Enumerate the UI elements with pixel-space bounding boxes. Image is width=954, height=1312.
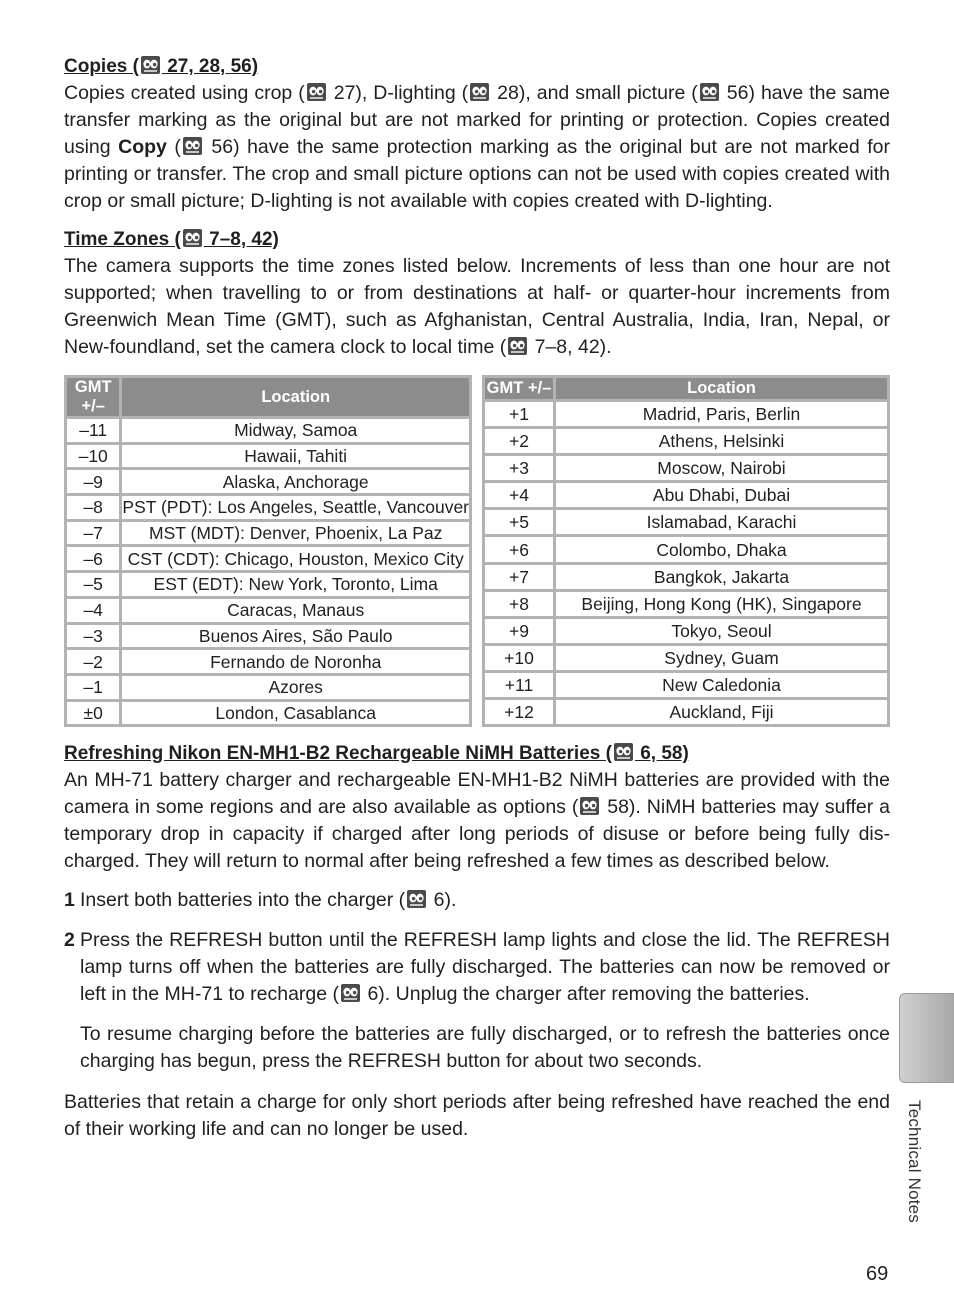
copies-heading-text: Copies ( <box>64 56 139 77</box>
gmt-offset-cell: +7 <box>485 565 553 589</box>
gmt-offset-cell: +5 <box>485 510 553 534</box>
copies-paragraph: Copies created using crop ( 27), D-lighting ( 28), and small picture ( 56) have the same transfer marking as the original but are not marked for printing or protection. Copies created using Copy ( 56) have the same protection marking as the original but are not marked for printing or transfer. The crop and small picture options can not be used with copies created with crop or small picture; D-lighting is not available with copies created with D-lighting. <box>64 82 890 212</box>
table-header-row <box>67 378 469 416</box>
table-row <box>67 547 469 570</box>
step-number: 2 <box>64 929 75 952</box>
time-zones-paragraph: The camera supports the time zones listed below. Increments of less than one hour are not supported; when travelling to or from destinations at half- or quarter-hour increments from Greenwich Mean Time (GMT), such as Afghanistan, Central Australia, India, Iran, Nepal, or New-foundland, set the camera clock to local time ( 7–8, 42). <box>64 255 890 358</box>
step-1 <box>64 887 890 914</box>
step-body <box>80 887 890 914</box>
step-paragraph: Press the REFRESH button until the REFRESH lamp lights and close the lid. The REFRESH lamp turns off when the batteries are fully discharged. The batteries can now be removed or left in the MH-71 to recharge ( 6). Unplug the charger after removing the batteries. <box>80 929 890 1006</box>
reference-page-icon <box>580 797 599 815</box>
closing-paragraph: Batteries that retain a charge for only short periods after being refreshed have reached the end of their working life and can no longer be used. <box>64 1091 890 1141</box>
gmt-offset-cell: +9 <box>485 619 553 643</box>
location-column-header: Location <box>556 378 887 399</box>
location-column-header: Location <box>122 378 469 416</box>
location-cell: Caracas, Manaus <box>122 599 469 622</box>
location-cell: MST (MDT): Denver, Phoenix, La Paz <box>122 522 469 545</box>
gmt-offset-cell: +4 <box>485 483 553 507</box>
location-cell: Auckland, Fiji <box>556 700 887 724</box>
location-cell: CST (CDT): Chicago, Houston, Mexico City <box>122 547 469 570</box>
reference-page-icon <box>183 137 202 155</box>
time-zone-table-right <box>482 375 890 727</box>
time-zones-section <box>64 227 890 727</box>
table-row <box>67 522 469 545</box>
table-row <box>485 673 887 697</box>
side-tab-label: Technical Notes <box>905 1100 924 1224</box>
location-cell: Fernando de Noronha <box>122 650 469 673</box>
gmt-offset-cell: +1 <box>485 402 553 426</box>
table-row <box>485 402 887 426</box>
reference-page-icon <box>614 743 633 761</box>
table-row <box>485 483 887 507</box>
location-cell: Islamabad, Karachi <box>556 510 887 534</box>
table-row <box>67 702 469 725</box>
batteries-paragraph: An MH-71 battery charger and rechargeable EN-MH1-B2 NiMH batteries are provided with the camera in some regions and are also available as options ( 58). NiMH batteries may suffer a temporary drop in capacity if charged after long periods of disuse or before being fully dis-charged. They will return to normal after being refreshed a few times as described below. <box>64 769 890 873</box>
location-cell: Abu Dhabi, Dubai <box>556 483 887 507</box>
location-cell: London, Casablanca <box>122 702 469 725</box>
location-cell: Buenos Aires, São Paulo <box>122 625 469 648</box>
location-cell: Madrid, Paris, Berlin <box>556 402 887 426</box>
reference-page-icon <box>341 984 360 1002</box>
table-row <box>485 700 887 724</box>
reference-page-icon <box>508 337 527 355</box>
step-number: 1 <box>64 889 75 912</box>
location-cell: EST (EDT): New York, Toronto, Lima <box>122 573 469 596</box>
table-row <box>485 619 887 643</box>
table-row <box>485 565 887 589</box>
time-zones-heading <box>64 227 890 253</box>
location-cell: Hawaii, Tahiti <box>122 445 469 468</box>
location-cell: Tokyo, Seoul <box>556 619 887 643</box>
copies-heading <box>64 54 890 80</box>
table-row <box>485 537 887 561</box>
location-cell: New Caledonia <box>556 673 887 697</box>
reference-page-icon <box>183 229 202 247</box>
gmt-offset-cell: +6 <box>485 537 553 561</box>
gmt-offset-cell: –7 <box>67 522 119 545</box>
reference-page-icon <box>407 890 426 908</box>
page-number: 69 <box>866 1263 889 1285</box>
reference-page-icon <box>700 83 719 101</box>
table-row <box>67 599 469 622</box>
location-cell: Moscow, Nairobi <box>556 456 887 480</box>
gmt-offset-cell: –10 <box>67 445 119 468</box>
gmt-offset-cell: +11 <box>485 673 553 697</box>
copies-heading-pages: 27, 28, 56) <box>161 56 259 77</box>
reference-page-icon <box>141 56 160 74</box>
gmt-offset-cell: –1 <box>67 676 119 699</box>
gmt-offset-cell: ±0 <box>67 702 119 725</box>
location-cell: Athens, Helsinki <box>556 429 887 453</box>
table-row <box>485 510 887 534</box>
gmt-column-header: GMT +/– <box>67 378 119 416</box>
location-cell: Beijing, Hong Kong (HK), Singapore <box>556 592 887 616</box>
table-row <box>67 676 469 699</box>
table-row <box>485 646 887 670</box>
battery-steps <box>64 887 890 1075</box>
gmt-offset-cell: +2 <box>485 429 553 453</box>
bold-term: Copy <box>118 136 167 158</box>
gmt-offset-cell: –4 <box>67 599 119 622</box>
step-note-paragraph: To resume charging before the batteries are fully discharged, or to refresh the batteries once charging has begun, press the REFRESH button for about two seconds. <box>80 1023 890 1073</box>
copies-section <box>64 54 890 215</box>
section-thumb-tab <box>899 993 954 1083</box>
gmt-offset-cell: –2 <box>67 650 119 673</box>
table-row <box>67 445 469 468</box>
gmt-offset-cell: –3 <box>67 625 119 648</box>
table-row <box>67 573 469 596</box>
time-zones-heading-pages: 7–8, 42) <box>203 229 279 250</box>
time-zone-tables <box>64 375 890 727</box>
location-cell: Midway, Samoa <box>122 419 469 442</box>
table-row <box>67 625 469 648</box>
reference-page-icon <box>307 83 326 101</box>
gmt-offset-cell: –8 <box>67 496 119 519</box>
location-cell: Azores <box>122 676 469 699</box>
gmt-offset-cell: +3 <box>485 456 553 480</box>
table-row <box>485 456 887 480</box>
step-2 <box>64 927 890 1075</box>
batteries-heading-pages: 6, 58) <box>634 743 689 765</box>
location-cell: Alaska, Anchorage <box>122 470 469 493</box>
step-body <box>80 927 890 1075</box>
page-content <box>64 54 890 1143</box>
reference-page-icon <box>470 83 489 101</box>
time-zones-heading-text: Time Zones ( <box>64 229 181 250</box>
gmt-offset-cell: +8 <box>485 592 553 616</box>
time-zone-table-left <box>64 375 472 727</box>
gmt-offset-cell: –9 <box>67 470 119 493</box>
table-row <box>485 429 887 453</box>
gmt-offset-cell: –11 <box>67 419 119 442</box>
batteries-section <box>64 741 890 1143</box>
location-cell: Colombo, Dhaka <box>556 537 887 561</box>
location-cell: PST (PDT): Los Angeles, Seattle, Vancouver <box>122 497 469 518</box>
table-row <box>67 419 469 442</box>
gmt-offset-cell: +10 <box>485 646 553 670</box>
step-paragraph: Insert both batteries into the charger ( 6). <box>80 889 457 912</box>
table-row <box>67 470 469 493</box>
gmt-offset-cell: –6 <box>67 547 119 570</box>
batteries-heading-text: Refreshing Nikon EN-MH1-B2 Rechargeable NiMH Batteries ( <box>64 743 612 765</box>
gmt-column-header: GMT +/– <box>486 379 552 397</box>
location-cell: Sydney, Guam <box>556 646 887 670</box>
table-header-row <box>485 378 887 399</box>
gmt-offset-cell: –5 <box>67 573 119 596</box>
batteries-heading <box>64 741 890 767</box>
table-row <box>485 592 887 616</box>
location-cell: Bangkok, Jakarta <box>556 565 887 589</box>
gmt-offset-cell: +12 <box>485 700 553 724</box>
table-row <box>67 496 469 519</box>
table-row <box>67 650 469 673</box>
